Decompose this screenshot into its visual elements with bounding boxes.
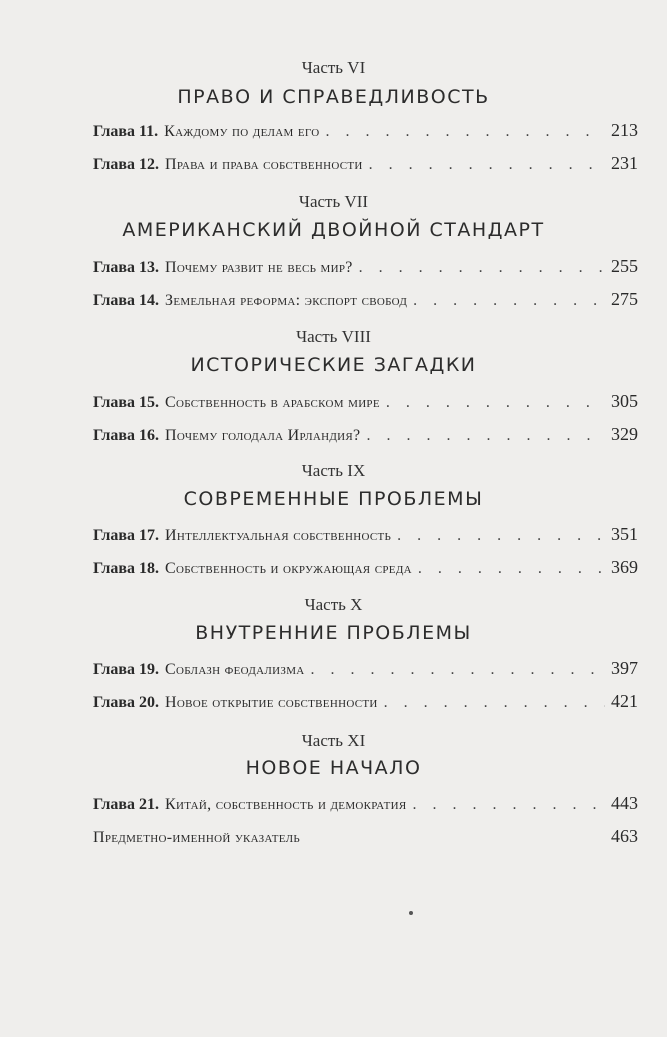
page-number: 421 [611,691,638,711]
page-number: 275 [611,289,638,309]
part-label: Часть VI [301,58,366,77]
toc-entry[interactable] [93,424,638,448]
part-title: НОВОЕ НАЧАЛО [245,757,422,779]
chapter-title: Китай, собственность и демократия [165,796,407,813]
chapter-number: Глава 14. [93,292,159,309]
page-number: 305 [611,391,638,411]
leader-dots [326,123,606,141]
leader-dots [384,694,605,712]
part-label: Часть XI [301,731,366,750]
chapter-title: Почему голодала Ирландия? [165,427,361,444]
chapter-title: Интеллектуальная собственность [165,527,392,544]
chapter-title: Почему развит не весь мир? [165,259,353,276]
toc-entry[interactable] [93,120,638,144]
part-title: СОВРЕМЕННЫЕ ПРОБЛЕМЫ [183,488,484,510]
chapter-title: Земельная реформа: экспорт свобод [165,292,408,309]
print-mark [409,911,413,915]
chapter-title: Собственность в арабском мире [165,394,380,411]
leader-dots [413,292,605,310]
chapter-title: Соблазн феодализма [165,661,305,678]
part-label: Часть IX [301,461,366,480]
part-title: ПРАВО И СПРАВЕДЛИВОСТЬ [177,86,490,108]
chapter-number: Глава 13. [93,259,159,276]
leader-dots [311,661,605,679]
part-title: ИСТОРИЧЕСКИЕ ЗАГАДКИ [190,354,477,376]
page-number: 397 [611,658,638,678]
chapter-number: Глава 12. [93,156,159,173]
part-label: Часть VIII [296,327,371,346]
chapter-title: Каждому по делам его [164,123,320,140]
toc-entry[interactable] [93,524,638,548]
part-label: Часть VII [298,192,369,211]
leader-dots [369,156,605,174]
chapter-number: Глава 21. [93,796,159,813]
page-number: 443 [611,793,638,813]
chapter-title: Новое открытие собственности [165,694,378,711]
index-title: Предметно-именной указатель [93,829,301,846]
page-number: 231 [611,153,638,173]
chapter-number: Глава 16. [93,427,159,444]
chapter-title: Права и права собственности [165,156,363,173]
toc-entry[interactable] [93,557,638,581]
toc-entry[interactable] [93,289,638,313]
toc-entry[interactable] [93,256,638,280]
chapter-number: Глава 19. [93,661,159,678]
page-number: 463 [611,826,638,846]
part-title: АМЕРИКАНСКИЙ ДВОЙНОЙ СТАНДАРТ [122,219,545,241]
part-title: ВНУТРЕННИЕ ПРОБЛЕМЫ [195,622,472,644]
leader-dots [412,796,605,814]
part-label: Часть X [304,595,363,614]
chapter-number: Глава 20. [93,694,159,711]
page-number: 369 [611,557,638,577]
index-entry[interactable] [93,826,638,850]
toc-entry[interactable] [93,793,638,817]
leader-dots [359,259,605,277]
leader-dots [397,527,605,545]
page-number: 213 [611,120,638,140]
leader-dots [418,560,605,578]
page-number: 329 [611,424,638,444]
leader-dots [386,394,605,412]
toc-entry[interactable] [93,153,638,177]
page-number: 351 [611,524,638,544]
leader-dots [366,427,605,445]
page-number: 255 [611,256,638,276]
chapter-title: Собственность и окружающая среда [165,560,412,577]
chapter-number: Глава 11. [93,123,159,140]
toc-entry[interactable] [93,691,638,715]
chapter-number: Глава 15. [93,394,159,411]
toc-entry[interactable] [93,658,638,682]
toc-entry[interactable] [93,391,638,415]
chapter-number: Глава 17. [93,527,159,544]
chapter-number: Глава 18. [93,560,159,577]
